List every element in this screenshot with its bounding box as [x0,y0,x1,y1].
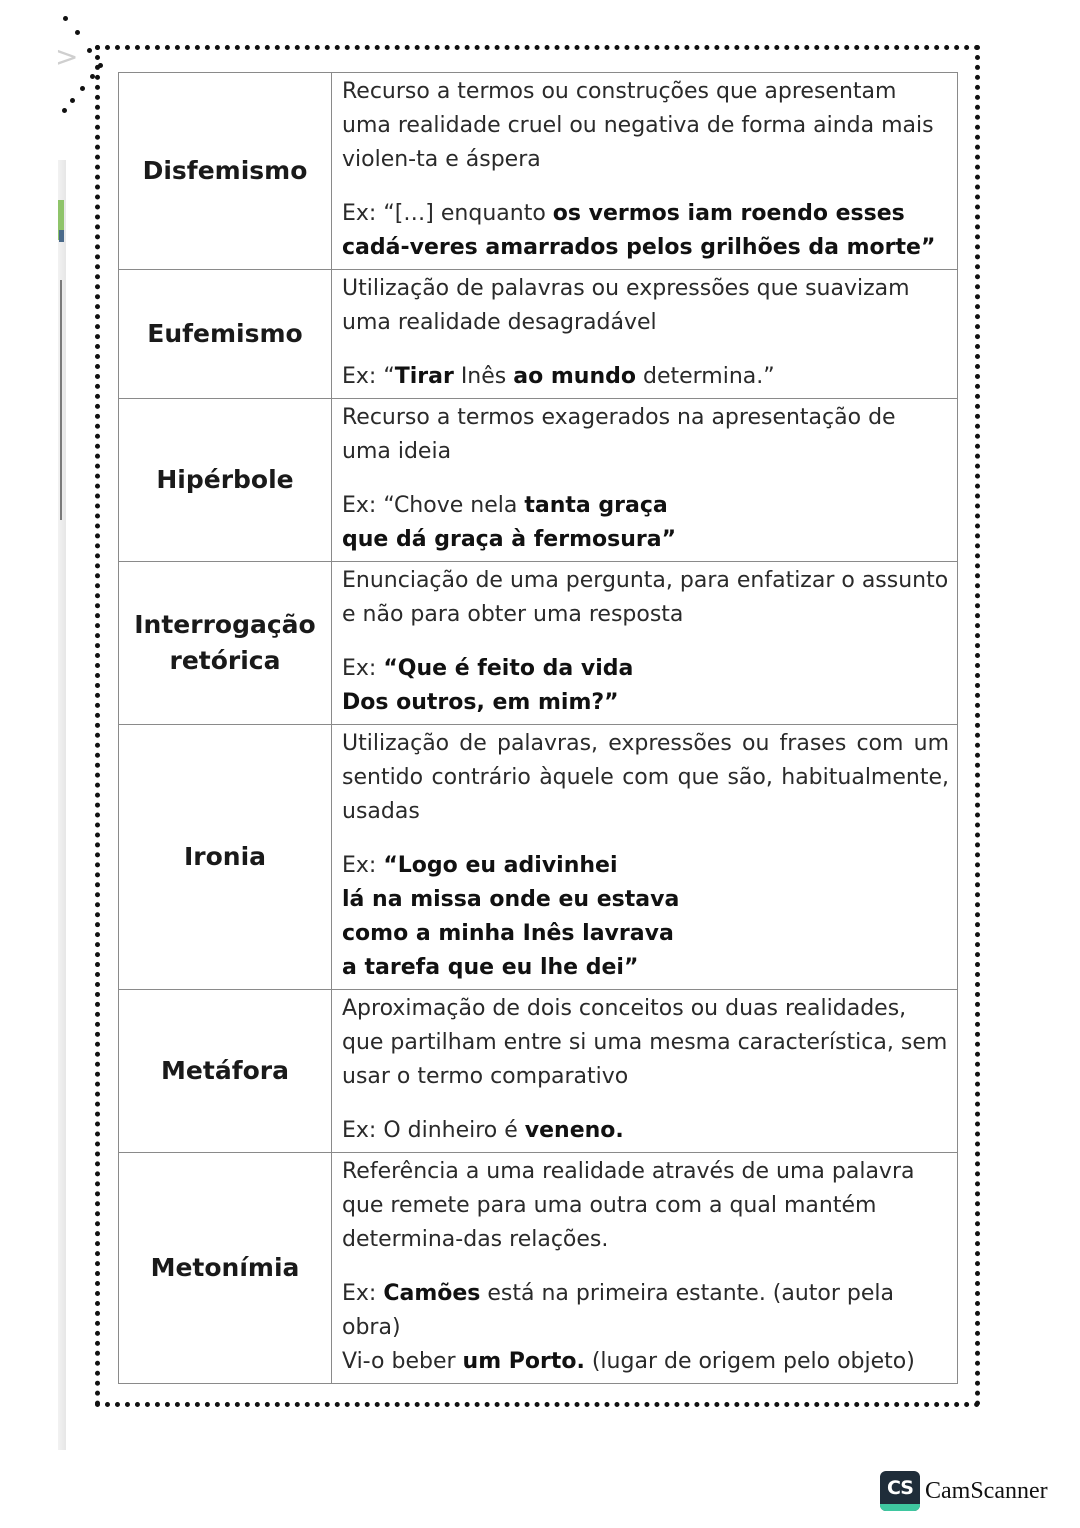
term-cell [119,73,332,270]
description-cell [332,562,958,725]
edge-mark [59,230,64,242]
example-text [342,652,949,720]
example-part: Ex: “ [342,364,395,389]
figures-of-speech-table [118,72,958,1384]
term-label: Metonímia [150,1253,300,1282]
example-bold: Camões [383,1281,481,1306]
example-bold: “Que é feito da vida [383,656,634,681]
table-row [119,725,958,990]
example-part: Ex: O dinheiro é [342,1118,525,1143]
example-part: Ex: [342,1281,384,1306]
example-bold: os vermos iam roendo esses cadá-veres amarrados pelos grilhões da morte” [342,201,936,260]
logo-badge-text: CS [887,1477,913,1499]
example-bold: Dos outros, em mim?” [342,690,619,715]
example-text [342,360,949,394]
term-cell [119,399,332,562]
example-text [342,197,949,265]
table-row [119,270,958,399]
table-row [119,1153,958,1384]
example-bold: veneno. [524,1118,624,1143]
edge-mark [60,280,62,520]
example-part: (lugar de origem pelo objeto) [584,1349,915,1374]
camscanner-label: CamScanner [925,1477,1048,1504]
example-bold: lá na missa onde eu estava [342,887,680,912]
term-label: Eufemismo [147,319,303,348]
example-part: Inês [453,364,514,389]
example-bold: “Logo eu adivinhei [383,853,618,878]
term-cell [119,725,332,990]
definition-text: Recurso a termos ou construções que apresentam uma realidade cruel ou negativa de forma ainda mais violen-ta e áspera [342,79,934,172]
term-label: Disfemismo [142,156,308,185]
example-bold: Tirar [394,364,454,389]
example-text [342,1277,949,1379]
example-part: Ex: “Chove nela [342,493,525,518]
example-prefix: Ex: [342,656,384,681]
term-label: retórica [169,646,281,675]
camscanner-logo-icon [880,1471,920,1511]
example-part: está na primeira estante. (autor pela obra) [342,1281,895,1340]
example-text [342,1114,949,1148]
definition-text: Enunciação de uma pergunta, para enfatizar o assunto e não para obter uma resposta [342,568,949,627]
example-text [342,489,949,557]
term-cell [119,1153,332,1384]
camscanner-watermark [880,1471,1048,1511]
example-bold: como a minha Inês lavrava [342,921,674,946]
example-prefix: Ex: [342,853,384,878]
table-row [119,990,958,1153]
example-text [342,849,949,985]
description-cell [332,1153,958,1384]
page-fold-mark: > [55,40,79,73]
example-part: Vi-o beber [342,1349,463,1374]
scan-edge-strip [58,160,66,1450]
term-cell [119,990,332,1153]
table-row [119,399,958,562]
example-bold: tanta graça [524,493,668,518]
table-row [119,73,958,270]
description-cell [332,399,958,562]
term-label: Hipérbole [156,465,294,494]
description-cell [332,73,958,270]
definition-text: Referência a uma realidade através de uma palavra que remete para uma outra com a qual mantém determina-das relações. [342,1159,915,1252]
example-bold: ao mundo [513,364,636,389]
definition-text: Utilização de palavras ou expressões que suavizam uma realidade desagradável [342,276,910,335]
example-bold: que dá graça à fermosura” [342,527,677,552]
example-part: determina.” [635,364,775,389]
description-cell [332,990,958,1153]
definition-text: Utilização de palavras, expressões ou frases com um sentido contrário àquele com que são, habitualmente, usadas [342,731,949,824]
term-cell [119,562,332,725]
description-cell [332,270,958,399]
definition-text: Recurso a termos exagerados na apresentação de uma ideia [342,405,896,464]
term-cell [119,270,332,399]
example-bold: a tarefa que eu lhe dei” [342,955,639,980]
term-label: Interrogação [134,610,316,639]
term-label: Ironia [183,842,267,871]
example-bold: um Porto. [462,1349,585,1374]
example-prefix: Ex: “[…] enquanto [342,201,553,226]
description-cell [332,725,958,990]
definition-text: Aproximação de dois conceitos ou duas realidades, que partilham entre si uma mesma característica, sem usar o termo comparativo [342,996,948,1089]
term-label: Metáfora [161,1056,289,1085]
table-row [119,562,958,725]
